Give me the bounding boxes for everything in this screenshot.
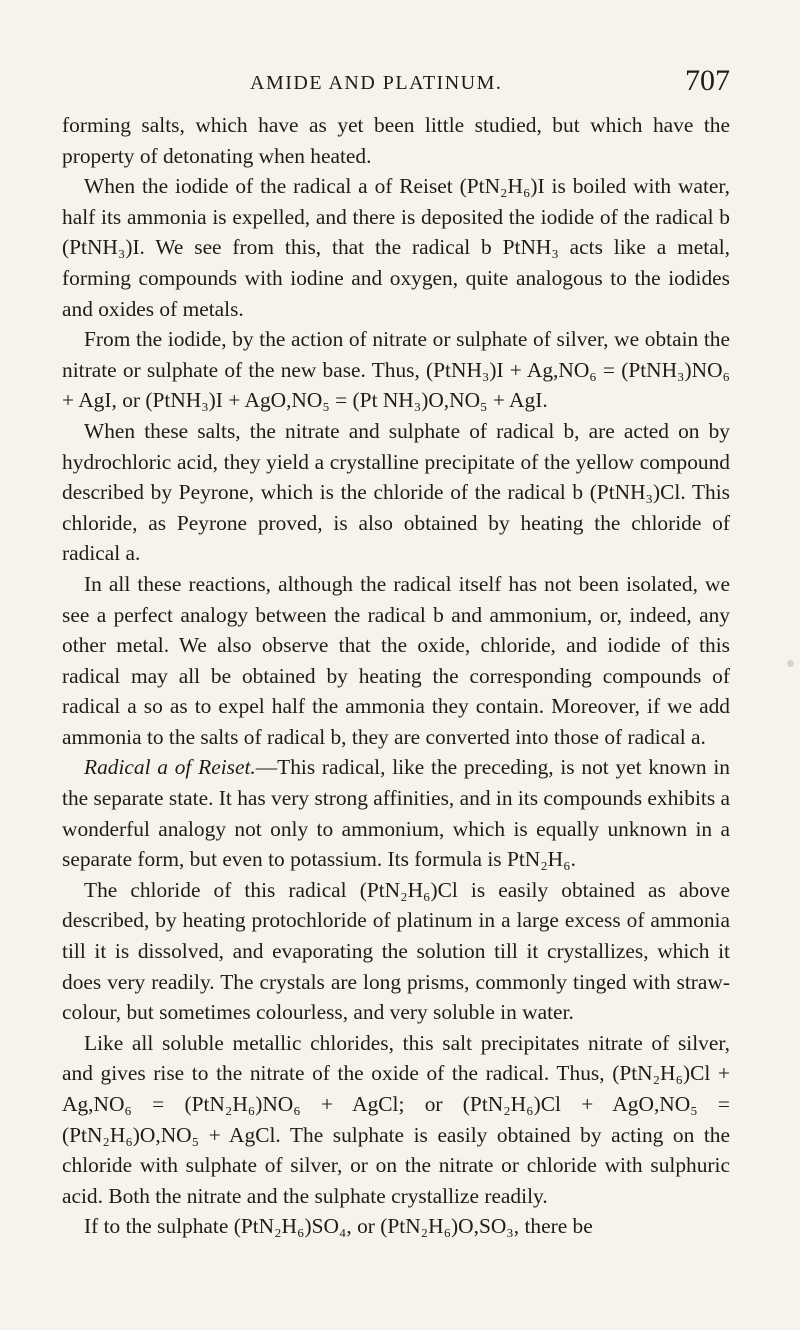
scan-speck: [787, 660, 794, 667]
paragraph: In all these reactions, although the radical itself has not been isolated, we see a perfect analogy between the radical b and ammonium, or, indeed, any other metal. We also observe that the oxide, chloride, and iodide of this radical may all be obtained by heating the corresponding compounds of radical a so as to expel half the ammonia they contain. Moreover, if we add ammonia to the salts of radical b, they are converted into those of radical a.: [62, 571, 730, 749]
paragraph: Like all soluble metallic chlorides, this salt precipitates nitrate of silver, and gives rise to the nitrate of the oxide of the radical. Thus, (PtN₂H₆)Cl + Ag,NO₆ = (PtN₂H₆)NO₆ + AgCl; or (PtN₂H₆)Cl + AgO,NO₅ = (PtN₂H₆)O,NO₅ + AgCl. The sulphate is easily obtained by acting on the chloride with sulphate of silver, or on the nitrate or chloride with sulphuric acid. Both the nitrate and the sulphate crystallize readily.: [62, 1030, 730, 1208]
paragraph: When these salts, the nitrate and sulphate of radical b, are acted on by hydrochloric acid, they yield a crystalline precipitate of the yellow compound described by Peyrone, which is the chloride of the radical b (PtNH₃)Cl. This chloride, as Peyrone proved, is also obtained by heating the chloride of radical a.: [62, 418, 730, 566]
paragraph: forming salts, which have as yet been little studied, but which have the property of detonating when heated.: [62, 113, 730, 168]
section-paragraph: [62, 752, 730, 874]
book-page: [62, 60, 730, 1242]
running-head: AMIDE AND PLATINUM.: [250, 72, 503, 94]
paragraph: If to the sulphate (PtN₂H₆)SO₄, or (PtN₂H₆)O,SO₃, there be: [84, 1214, 593, 1239]
page-header: [62, 60, 730, 110]
section-text: —This radical, like the preceding, is not yet known in the separate state. It has very strong affinities, and in its compounds exhibits a wonderful analogy not only to ammonium, which is equally unknown in a separate form, but even to potassium. Its formula is PtN₂H₆.: [62, 755, 730, 872]
paragraph: From the iodide, by the action of nitrate or sulphate of silver, we obtain the nitrate or sulphate of the new base. Thus, (PtNH₃)I + Ag,NO₆ = (PtNH₃)NO₆ + AgI, or (PtNH₃)I + AgO,NO₅ = (Pt NH₃)O,NO₅ + AgI.: [62, 327, 730, 413]
body-text: [62, 110, 730, 1242]
page-number: 707: [685, 64, 730, 97]
paragraph: When the iodide of the radical a of Reiset (PtN₂H₆)I is boiled with water, half its ammonia is expelled, and there is deposited the iodide of the radical b (PtNH₃)I. We see from this, that the radical b PtNH₃ acts like a metal, forming compounds with iodine and oxygen, quite analogous to the iodides and oxides of metals.: [62, 174, 730, 321]
paragraph: The chloride of this radical (PtN₂H₆)Cl is easily obtained as above described, by heating protochloride of platinum in a large excess of ammonia till it is dissolved, and evaporating the solution till it crystallizes, which it does very readily. The crystals are long prisms, commonly tinged with straw-colour, but sometimes colourless, and very soluble in water.: [62, 877, 730, 1025]
section-heading: Radical a of Reiset.: [84, 755, 256, 780]
